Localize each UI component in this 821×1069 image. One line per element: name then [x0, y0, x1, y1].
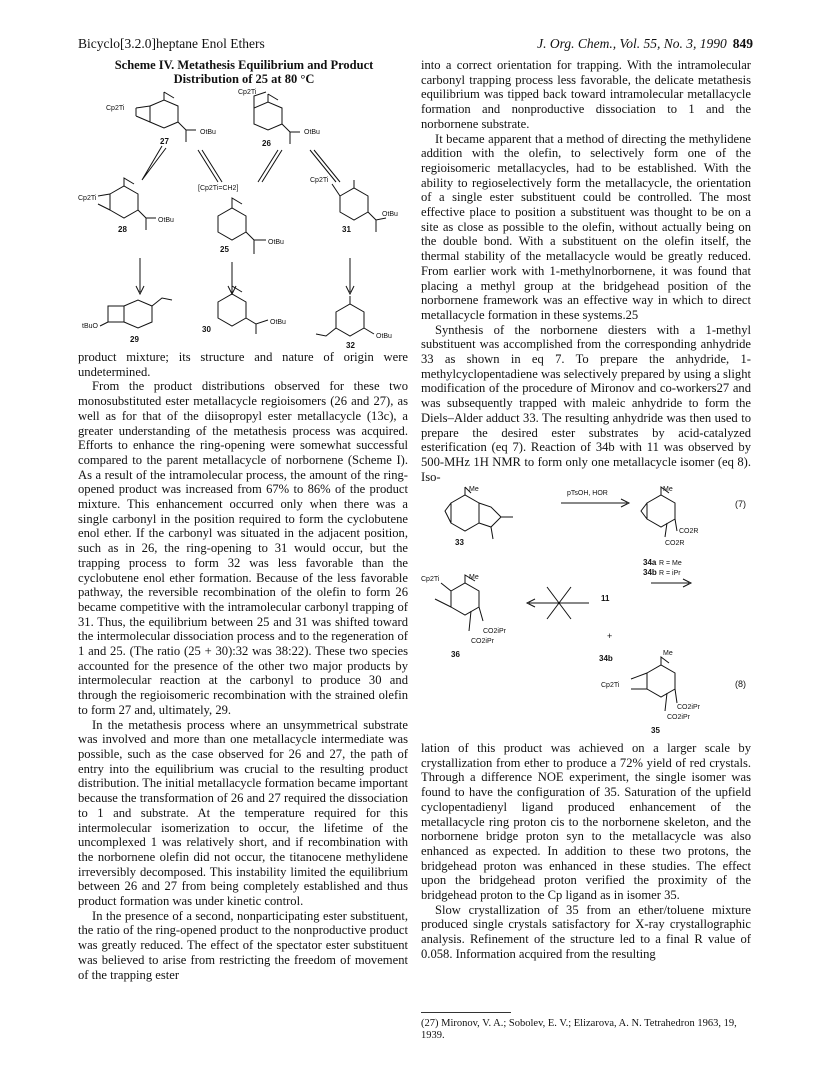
scheme-cp2ti-26: Cp2Ti — [238, 89, 257, 96]
eq-co2ipr-35b: CO2iPr — [667, 714, 690, 721]
scheme-cp2ti-28: Cp2Ti — [78, 195, 97, 202]
scheme-otbu-31: OtBu — [382, 211, 398, 218]
eq-me-36: Me — [469, 574, 479, 581]
compound-26: 26 — [262, 139, 271, 148]
scheme-title — [78, 58, 410, 86]
compound-33: 33 — [455, 538, 464, 547]
scheme-otbu-27: OtBu — [200, 129, 216, 136]
journal-citation: J. Org. Chem., Vol. 55, No. 3, 1990 — [537, 36, 727, 51]
r-34a: R = Me — [659, 560, 682, 567]
running-header-journal — [537, 36, 753, 52]
compound-35: 35 — [651, 726, 660, 735]
compound-27: 27 — [160, 137, 169, 146]
scheme-iv-diagram — [78, 86, 410, 348]
right-paragraph-2: It became apparent that a method of directing the methylidene addition with the olefin, to selectively form one of the regioisomeric metallacycles, had to be established. With the ability to regioselectively form the metallacycle, the orientation of a single ester substituent could be controlled. The most effective place to position a substituent was thought to be on a site as close as possible to the olefin, without actually being on the double bond. With a substituent on the olefin itself, the thermal stability of the metallacycle would be greatly reduced. From earlier work with 1-methylnorbornene, it was found that placing a methyl group at the bridgehead position of the norbornene framework was an effective way in which to direct metallacycle formation in these systems.25 — [421, 131, 751, 322]
compound-28: 28 — [118, 225, 127, 234]
compound-31: 31 — [342, 225, 351, 234]
scheme-cp2ti-27: Cp2Ti — [106, 105, 125, 112]
eq7-reagent: pTsOH, HOR — [567, 490, 608, 497]
footnote-27: (27) Mironov, V. A.; Sobolev, E. V.; Elizarova, A. N. Tetrahedron 1963, 19, 1939. — [421, 1018, 737, 1041]
scheme-otbu-30: OtBu — [270, 319, 286, 326]
right-column-bottom — [421, 741, 751, 962]
footnote-rule — [421, 1012, 511, 1013]
eq-co2r-2: CO2R — [665, 540, 685, 547]
plus-sign: + — [607, 631, 613, 641]
compound-25: 25 — [220, 245, 229, 254]
scheme-otbu-26: OtBu — [304, 129, 320, 136]
eq-co2ipr-35a: CO2iPr — [677, 704, 700, 711]
left-paragraph-4: In the presence of a second, nonparticipating ester substituent, the ratio of the ring-opened product to the nonproductive product was greatly reduced. The effect of the spectator ester substituent was believed to arise from restricting the freedom of movement of the trapping ester — [78, 908, 408, 982]
eq-co2r-1: CO2R — [679, 528, 699, 535]
left-column — [78, 350, 408, 982]
compound-36: 36 — [451, 650, 460, 659]
eq-me-34: Me — [663, 486, 673, 493]
compound-29: 29 — [130, 335, 139, 344]
right-paragraph-1: into a correct orientation for trapping. With the intramolecular carbonyl trapping process less favorable, the delicate metathesis equilibrium was tipped back toward intramolecular metallacycle formation and nonproductive dissociation to 1 and the norbornene substrate. — [421, 58, 751, 131]
right-paragraph-4: lation of this product was achieved on a larger scale by crystallization from ether to produce a 72% yield of red crystals. Through a difference NOE experiment, the single isomer was found to have the configuration of 35. Saturation of the upfield cyclopentadienyl ligand produced enhancement of the metallacycle ring proton cis to the norbornene skeleton, and the norbornene bridge proton syn to the metallacycle was also enhanced as expected. In addition to these two protons, the bridgehead proton was enhanced in these studies. The effect upon the bridgehead proton verified the proximity of the bridgehead proton to the Cp ligand as in isomer 35. — [421, 741, 751, 903]
left-paragraph-2: From the product distributions observed for these two monosubstituted ester metallacycle regioisomers (26 and 27), as well as for that of the diisopropyl ester metallacycle (13c), a greater understanding of the metathesis process was acquired. Efforts to enhance the ring-opening were somewhat successful compared to the parent metallacycle of norbornene (Scheme I). As a result of the intramolecular process, the amount of the ring-opened product was increased from 67% to 86% of the product mixture. This enhancement occurred only when there was a single carbonyl in the position required to form the cyclobutene enol ether. If the carbonyl was situated in the adjacent position, such as in 26, the ring-opening to 31 would occur, but the trapping process to form 32 was less favorable than the cyclobutene enol ether formation. Because of the less favorable pathway, the reversible recombination of the olefin to form 26 became competitive with the intramolecular carbonyl trapping of 31. Thus, the equilibrium between 25 and 31 was shifted toward the intermolecular dissociation process and to the regeneration of 1 and 25. (The ratio (25 + 30):32 was 38:22). These two species accounted for the presence of the other two major products by intermolecular reaction at the carbonyl to produce 30 and through the regioisomeric recombination with the strained olefin to form 27 and, ultimately, 29. — [78, 379, 408, 717]
compound-11: 11 — [601, 594, 610, 603]
eq-cp2ti-36: Cp2Ti — [421, 576, 440, 583]
right-column-top — [421, 58, 751, 484]
scheme-reagent: [Cp2Ti=CH2] — [198, 185, 239, 192]
scheme-otbu-32: OtBu — [376, 333, 392, 340]
equation-number-7: (7) — [735, 499, 746, 509]
eq-co2ipr-36b: CO2iPr — [471, 638, 494, 645]
running-header-title: Bicyclo[3.2.0]heptane Enol Ethers — [78, 36, 265, 51]
compound-34a: 34a — [643, 558, 657, 567]
right-paragraph-3: Synthesis of the norbornene diesters with a 1-methyl substituent was accomplished from the corresponding anhydride 33 as shown in eq 7. To prepare the anhydride, 1-methylcyclopentadiene was selectively prepared by using a slight modification of the procedure of Mironov and co-workers27 and was subsequently trapped with maleic anhydride to form the Diels–Alder adduct 33. The resulting anhydride was then used to prepare the desired ester substrates by acid-catalyzed esterification (eq 7). Reaction of 34b with 11 was observed by 500-MHz 1H NMR to form only one metallacycle isomer (eq 8). Iso- — [421, 322, 751, 484]
scheme-tbuo-29: tBuO — [82, 323, 98, 330]
eq-me-35: Me — [663, 650, 673, 657]
compound-34b: 34b — [643, 568, 657, 577]
scheme-otbu-28: OtBu — [158, 217, 174, 224]
equations-7-8 — [421, 483, 751, 739]
r-34b: R = iPr — [659, 570, 681, 577]
equation-number-8: (8) — [735, 679, 746, 689]
compound-30: 30 — [202, 325, 211, 334]
eq-co2ipr-36a: CO2iPr — [483, 628, 506, 635]
scheme-title-line2: Distribution of 25 at 80 °C — [173, 72, 315, 86]
left-paragraph-3: In the metathesis process where an unsymmetrical substrate was involved and more than one metallacycle intermediate was possible, such as the case observed for 26 and 27, the path of entry into the equilibrium was crucial to the resulting product distribution. The initial metallacycle formation became important because the transformation of 26 and 27 required the dissociation to 1 and substrate. At the temperature required for this intermolecular isomerization to occur, the lifetime of the uncomplexed 1 was relatively short, and if recombination with the norbornene olefin did not occur, the titanocene methylidene irreversibly decomposed. This instability limited the equilibrium between 26 and 27 from being completely established and thus product formation was under kinetic control. — [78, 717, 408, 909]
page-number: 849 — [732, 36, 753, 51]
compound-32: 32 — [346, 341, 355, 348]
right-paragraph-5: Slow crystallization of 35 from an ether/toluene mixture produced single crystals satisfactory for X-ray crystallographic analysis. Refinement of the structure led to a final R value of 0.058. Information acquired from the resulting — [421, 902, 751, 961]
scheme-otbu-25: OtBu — [268, 239, 284, 246]
compound-34b-eq8: 34b — [599, 654, 613, 663]
scheme-title-line1: Scheme IV. Metathesis Equilibrium and Product — [114, 58, 374, 72]
eq-me-33: Me — [469, 486, 479, 493]
scheme-cp2ti-31: Cp2Ti — [310, 177, 329, 184]
eq-cp2ti-35: Cp2Ti — [601, 682, 620, 689]
left-paragraph-1: product mixture; its structure and nature of origin were undetermined. — [78, 350, 408, 379]
